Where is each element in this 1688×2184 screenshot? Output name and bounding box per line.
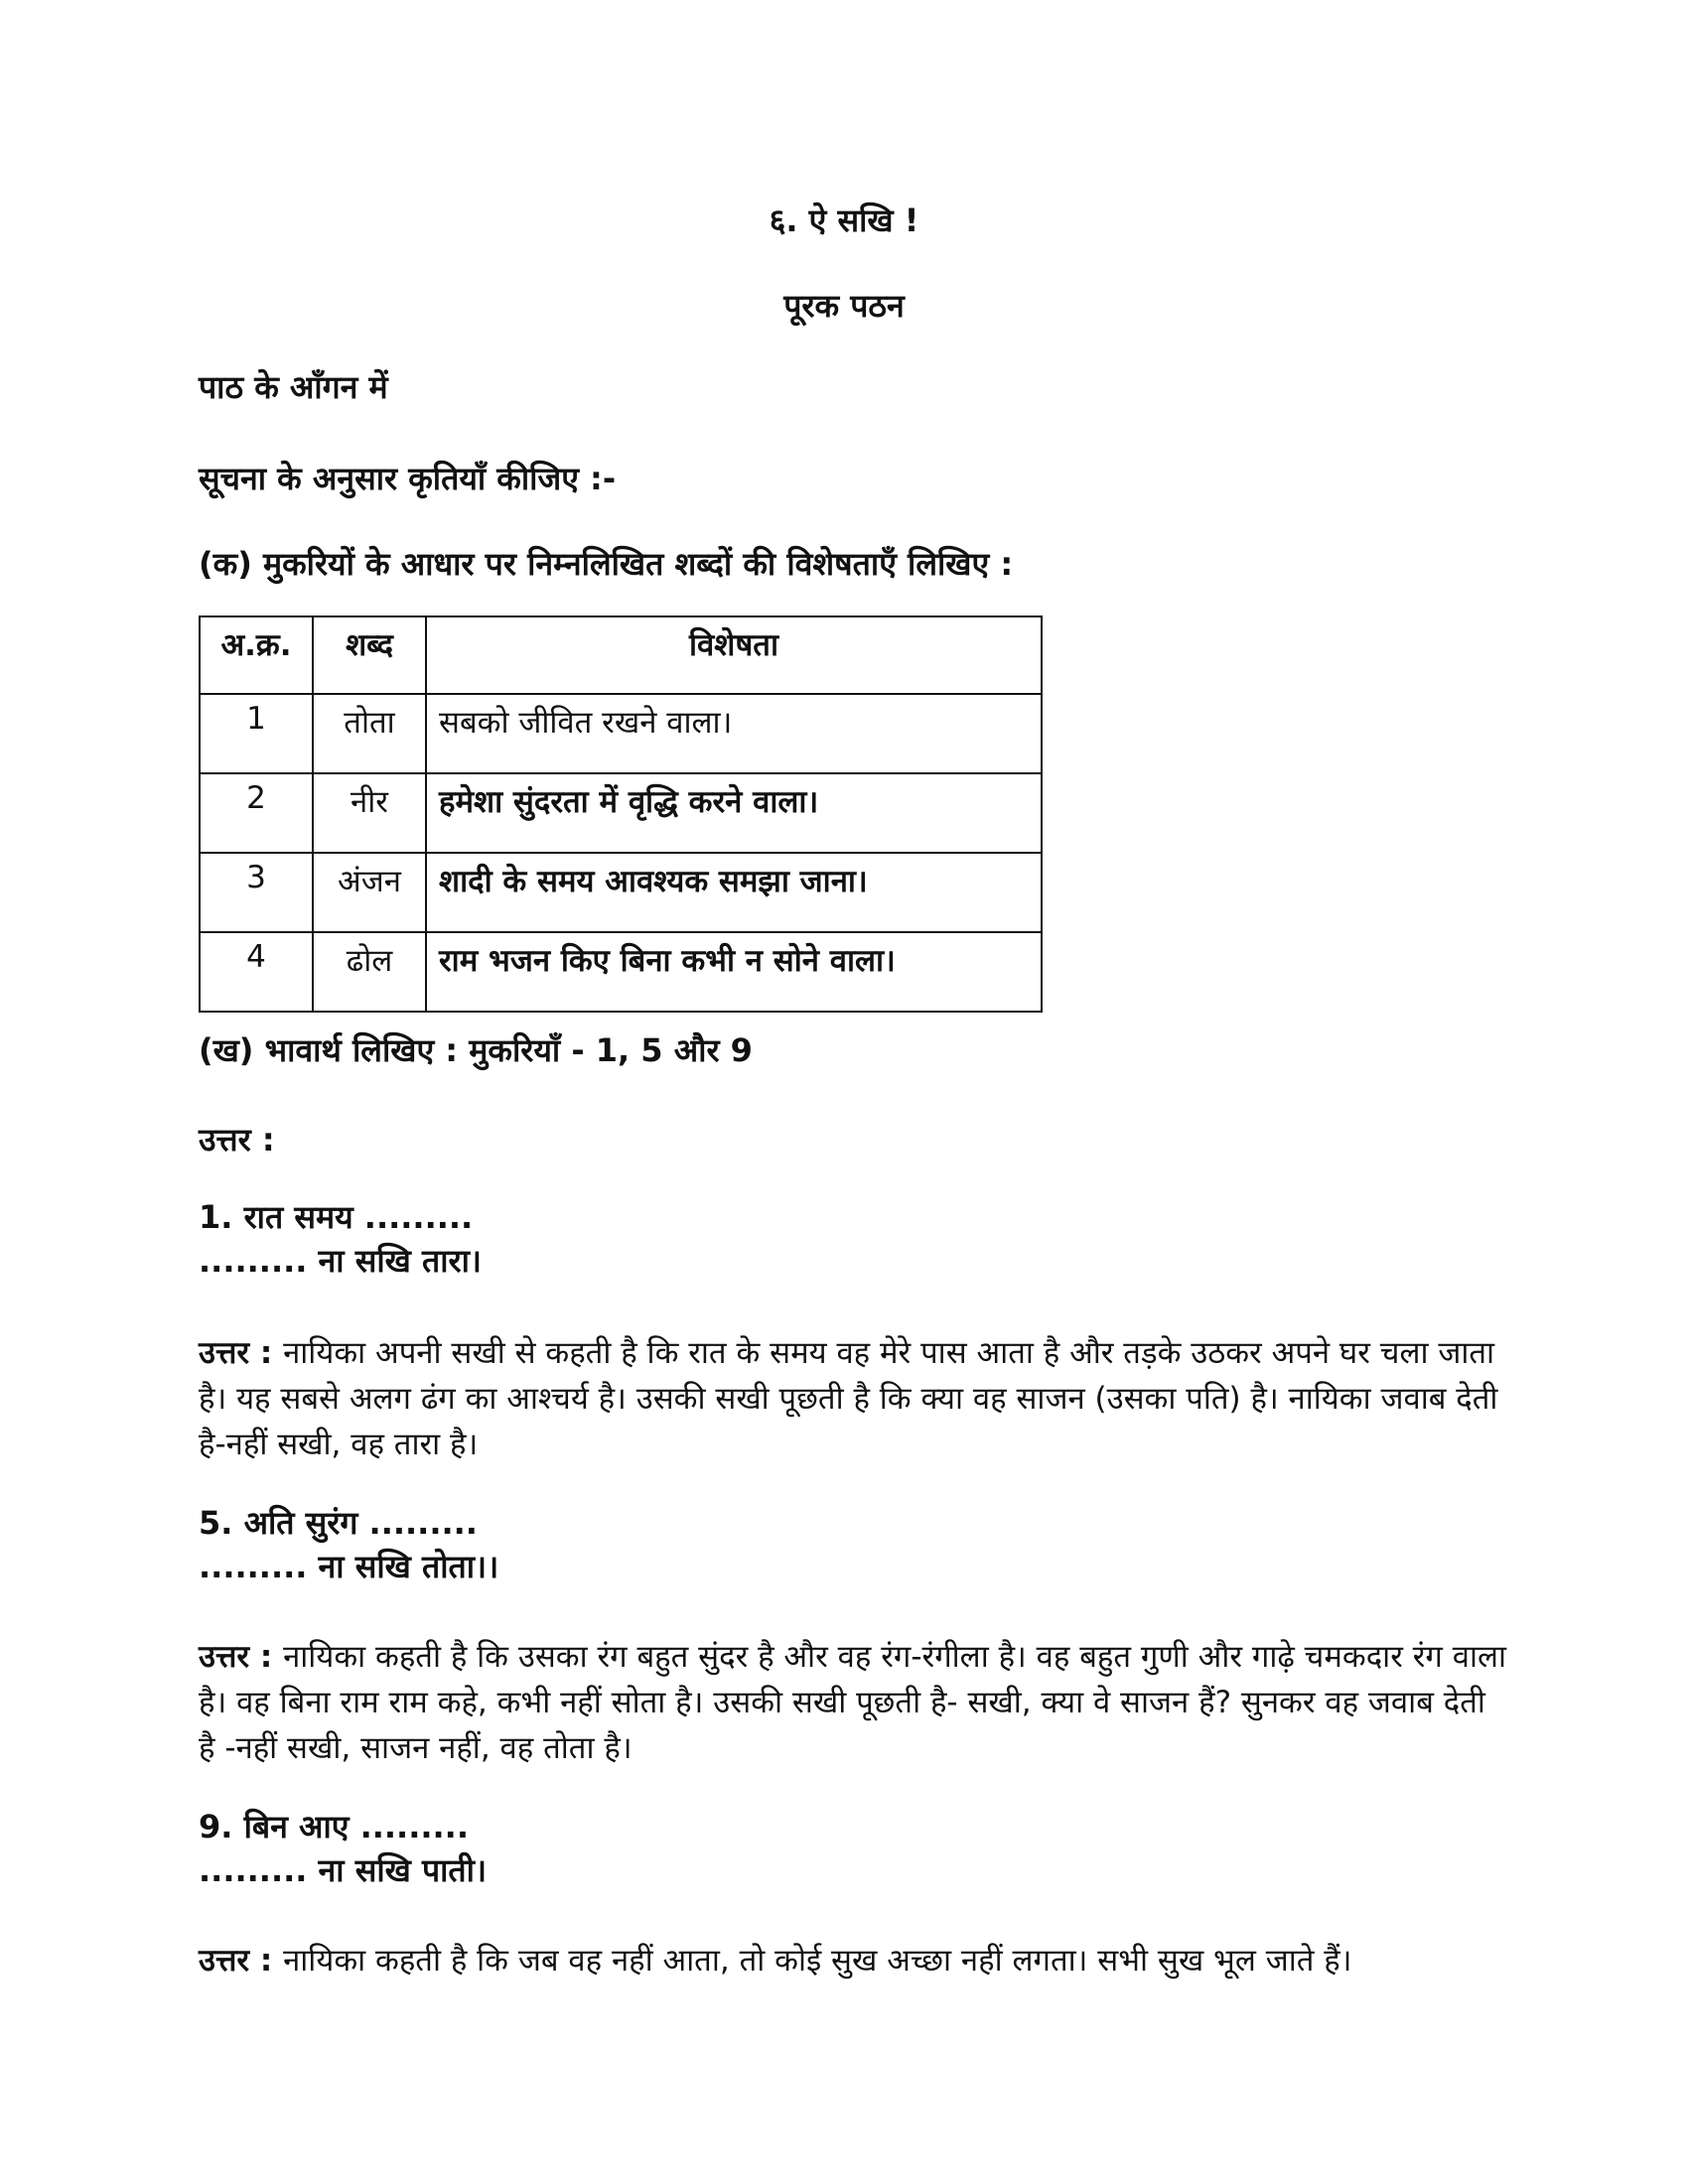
row-word: नीर (313, 773, 426, 853)
table-row (200, 773, 1042, 853)
row-feature: राम भजन किए बिना कभी न सोने वाला। (426, 932, 1042, 1012)
row-feature: शादी के समय आवश्यक समझा जाना। (426, 853, 1042, 932)
chapter-subtitle: पूरक पठन (783, 287, 905, 325)
verse-1-line-2: ......... ना सखि तारा। (199, 1242, 483, 1280)
row-feature: हमेशा सुंदरता में वृद्धि करने वाला। (426, 773, 1042, 853)
row-serial: 4 (200, 932, 313, 1012)
answer-9 (199, 1938, 1509, 1983)
verse-1 (199, 1195, 482, 1283)
question-ka: (क) मुकरियों के आधार पर निम्नलिखित शब्दों की विशेषताएँ लिखिए : (199, 545, 1014, 583)
header-word: शब्द (313, 616, 426, 694)
verse-9-line-1: 9. बिन आए ......... (199, 1808, 469, 1845)
answer-5 (199, 1634, 1509, 1771)
table-row (200, 853, 1042, 932)
row-serial: 1 (200, 694, 313, 773)
question-kha: (ख) भावार्थ लिखिए : मुकरियाँ - 1, 5 और 9 (199, 1031, 753, 1069)
answer-5-text: नायिका कहती है कि उसका रंग बहुत सुंदर है और वह रंग-रंगीला है। वह बहुत गुणी और गाढ़े चमकदार रंग वाला है। वह बिना राम राम कहे, कभी नहीं सोता है। उसकी सखी पूछती है- सखी, क्या वे साजन हैं? सुनकर वह जवाब देती है -नहीं सखी, साजन नहीं, वह तोता है। (199, 1639, 1507, 1766)
section-heading: पाठ के आँगन में (199, 368, 388, 406)
answer-1-text: नायिका अपनी सखी से कहती है कि रात के समय वह मेरे पास आता है और तड़के उठकर अपने घर चला जाता है। यह सबसे अलग ढंग का आश्चर्य है। उसकी सखी पूछती है कि क्या वह साजन (उसका पति) है। नायिका जवाब देती है-नहीं सखी, वह तारा है। (199, 1335, 1498, 1462)
verse-5-line-1: 5. अति सुरंग ......... (199, 1504, 478, 1542)
row-serial: 2 (200, 773, 313, 853)
row-word: तोता (313, 694, 426, 773)
verse-9 (199, 1805, 487, 1892)
chapter-title: ६. ऐ सखि ! (769, 202, 919, 239)
row-word: अंजन (313, 853, 426, 932)
row-feature: सबको जीवित रखने वाला। (426, 694, 1042, 773)
verse-5 (199, 1501, 498, 1588)
answer-5-label: उत्तर : (199, 1639, 284, 1675)
answer-9-label: उत्तर : (199, 1943, 284, 1979)
table-row (200, 932, 1042, 1012)
header-serial: अ.क्र. (200, 616, 313, 694)
answer-heading: उत्तर : (199, 1121, 275, 1159)
verse-9-line-2: ......... ना सखि पाती। (199, 1851, 488, 1889)
instruction-text: सूचना के अनुसार कृतियाँ कीजिए :- (199, 460, 617, 497)
answer-9-text: नायिका कहती है कि जब वह नहीं आता, तो कोई सुख अच्छा नहीं लगता। सभी सुख भूल जाते हैं। (283, 1943, 1352, 1979)
features-table (199, 615, 1043, 1013)
header-feature: विशेषता (426, 616, 1042, 694)
table-row (200, 694, 1042, 773)
answer-1-label: उत्तर : (199, 1335, 284, 1371)
row-serial: 3 (200, 853, 313, 932)
row-word: ढोल (313, 932, 426, 1012)
verse-1-line-1: 1. रात समय ......... (199, 1198, 474, 1236)
table-header-row (200, 616, 1042, 694)
answer-1 (199, 1330, 1509, 1467)
verse-5-line-2: ......... ना सखि तोता।। (199, 1548, 499, 1585)
